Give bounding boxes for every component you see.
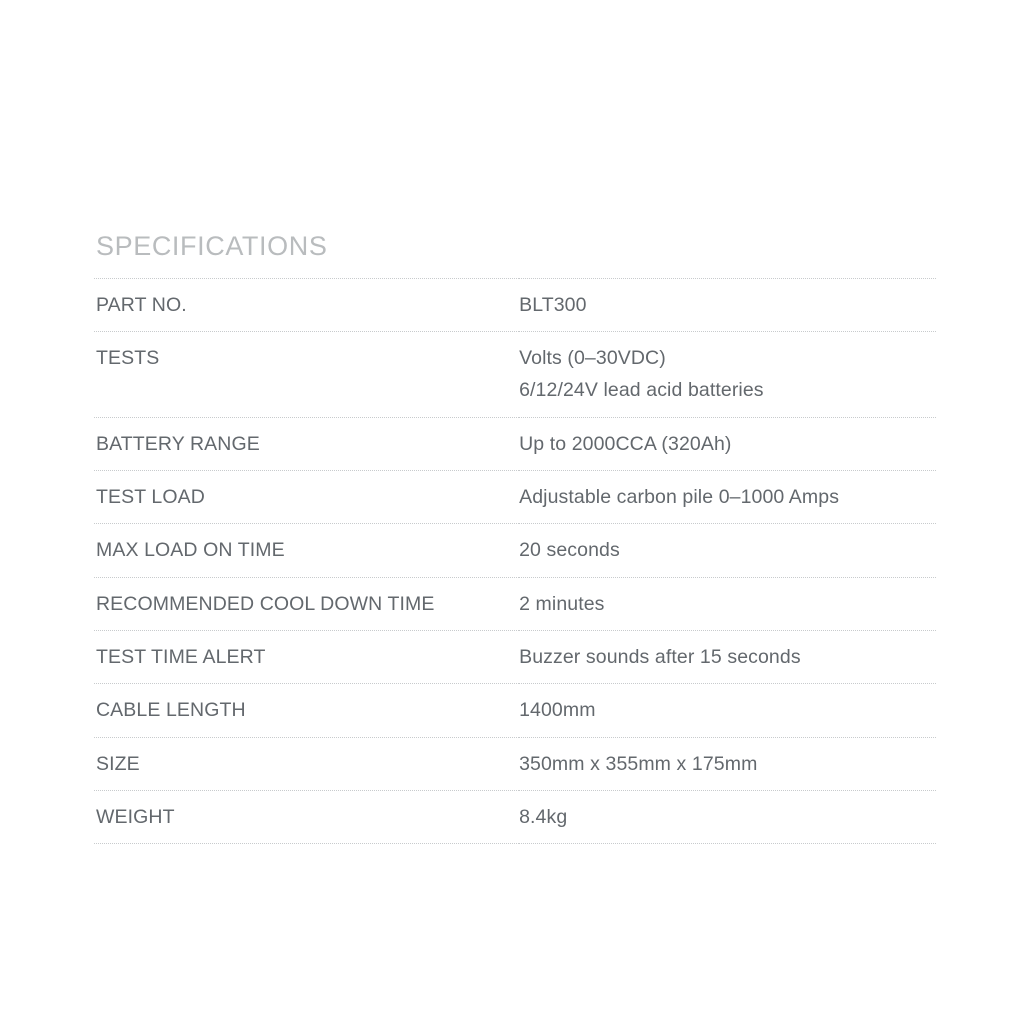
- table-row: [94, 577, 936, 630]
- spec-value: [519, 470, 936, 523]
- spec-value-line: 1400mm: [519, 699, 596, 722]
- spec-label: TEST TIME ALERT: [96, 645, 266, 668]
- spec-value: [519, 630, 936, 683]
- spec-value: [519, 577, 936, 630]
- spec-label: SIZE: [96, 752, 140, 775]
- spec-value-line: Up to 2000CCA (320Ah): [519, 432, 732, 455]
- spec-label: WEIGHT: [96, 805, 175, 828]
- table-row: [94, 524, 936, 577]
- table-row: [94, 684, 936, 737]
- spec-label: RECOMMENDED COOL DOWN TIME: [96, 592, 435, 615]
- table-row: [94, 417, 936, 470]
- table-row: [94, 332, 936, 418]
- spec-value: [519, 332, 936, 418]
- spec-value: [519, 417, 936, 470]
- table-row: [94, 278, 936, 331]
- table-row: [94, 737, 936, 790]
- spec-value-line: 350mm x 355mm x 175mm: [519, 752, 758, 775]
- spec-value-line: Adjustable carbon pile 0–1000 Amps: [519, 485, 840, 508]
- spec-label: BATTERY RANGE: [96, 432, 260, 455]
- spec-value: [519, 684, 936, 737]
- spec-value-line: 8.4kg: [519, 805, 568, 828]
- specifications-block: [94, 232, 936, 844]
- specifications-table: [94, 278, 936, 844]
- spec-label: MAX LOAD ON TIME: [96, 539, 285, 562]
- spec-label: CABLE LENGTH: [96, 699, 246, 722]
- spec-value-line: 20 seconds: [519, 539, 620, 562]
- spec-label: TESTS: [96, 347, 160, 369]
- table-row: [94, 470, 936, 523]
- spec-value: [519, 524, 936, 577]
- table-row: [94, 790, 936, 843]
- spec-value-line: 2 minutes: [519, 592, 605, 615]
- page-title: SPECIFICATIONS: [96, 231, 328, 261]
- spec-value: [519, 737, 936, 790]
- table-row: [94, 630, 936, 683]
- spec-value: [519, 278, 936, 331]
- spec-value-line: BLT300: [519, 293, 587, 316]
- spec-label: PART NO.: [96, 293, 187, 316]
- spec-value-line: 6/12/24V lead acid batteries: [519, 379, 764, 402]
- spec-value: [519, 790, 936, 843]
- spec-value-line: Volts (0–30VDC): [519, 347, 666, 369]
- spec-value-line: Buzzer sounds after 15 seconds: [519, 645, 801, 668]
- spec-label: TEST LOAD: [96, 485, 205, 508]
- specifications-table-body: [94, 278, 936, 843]
